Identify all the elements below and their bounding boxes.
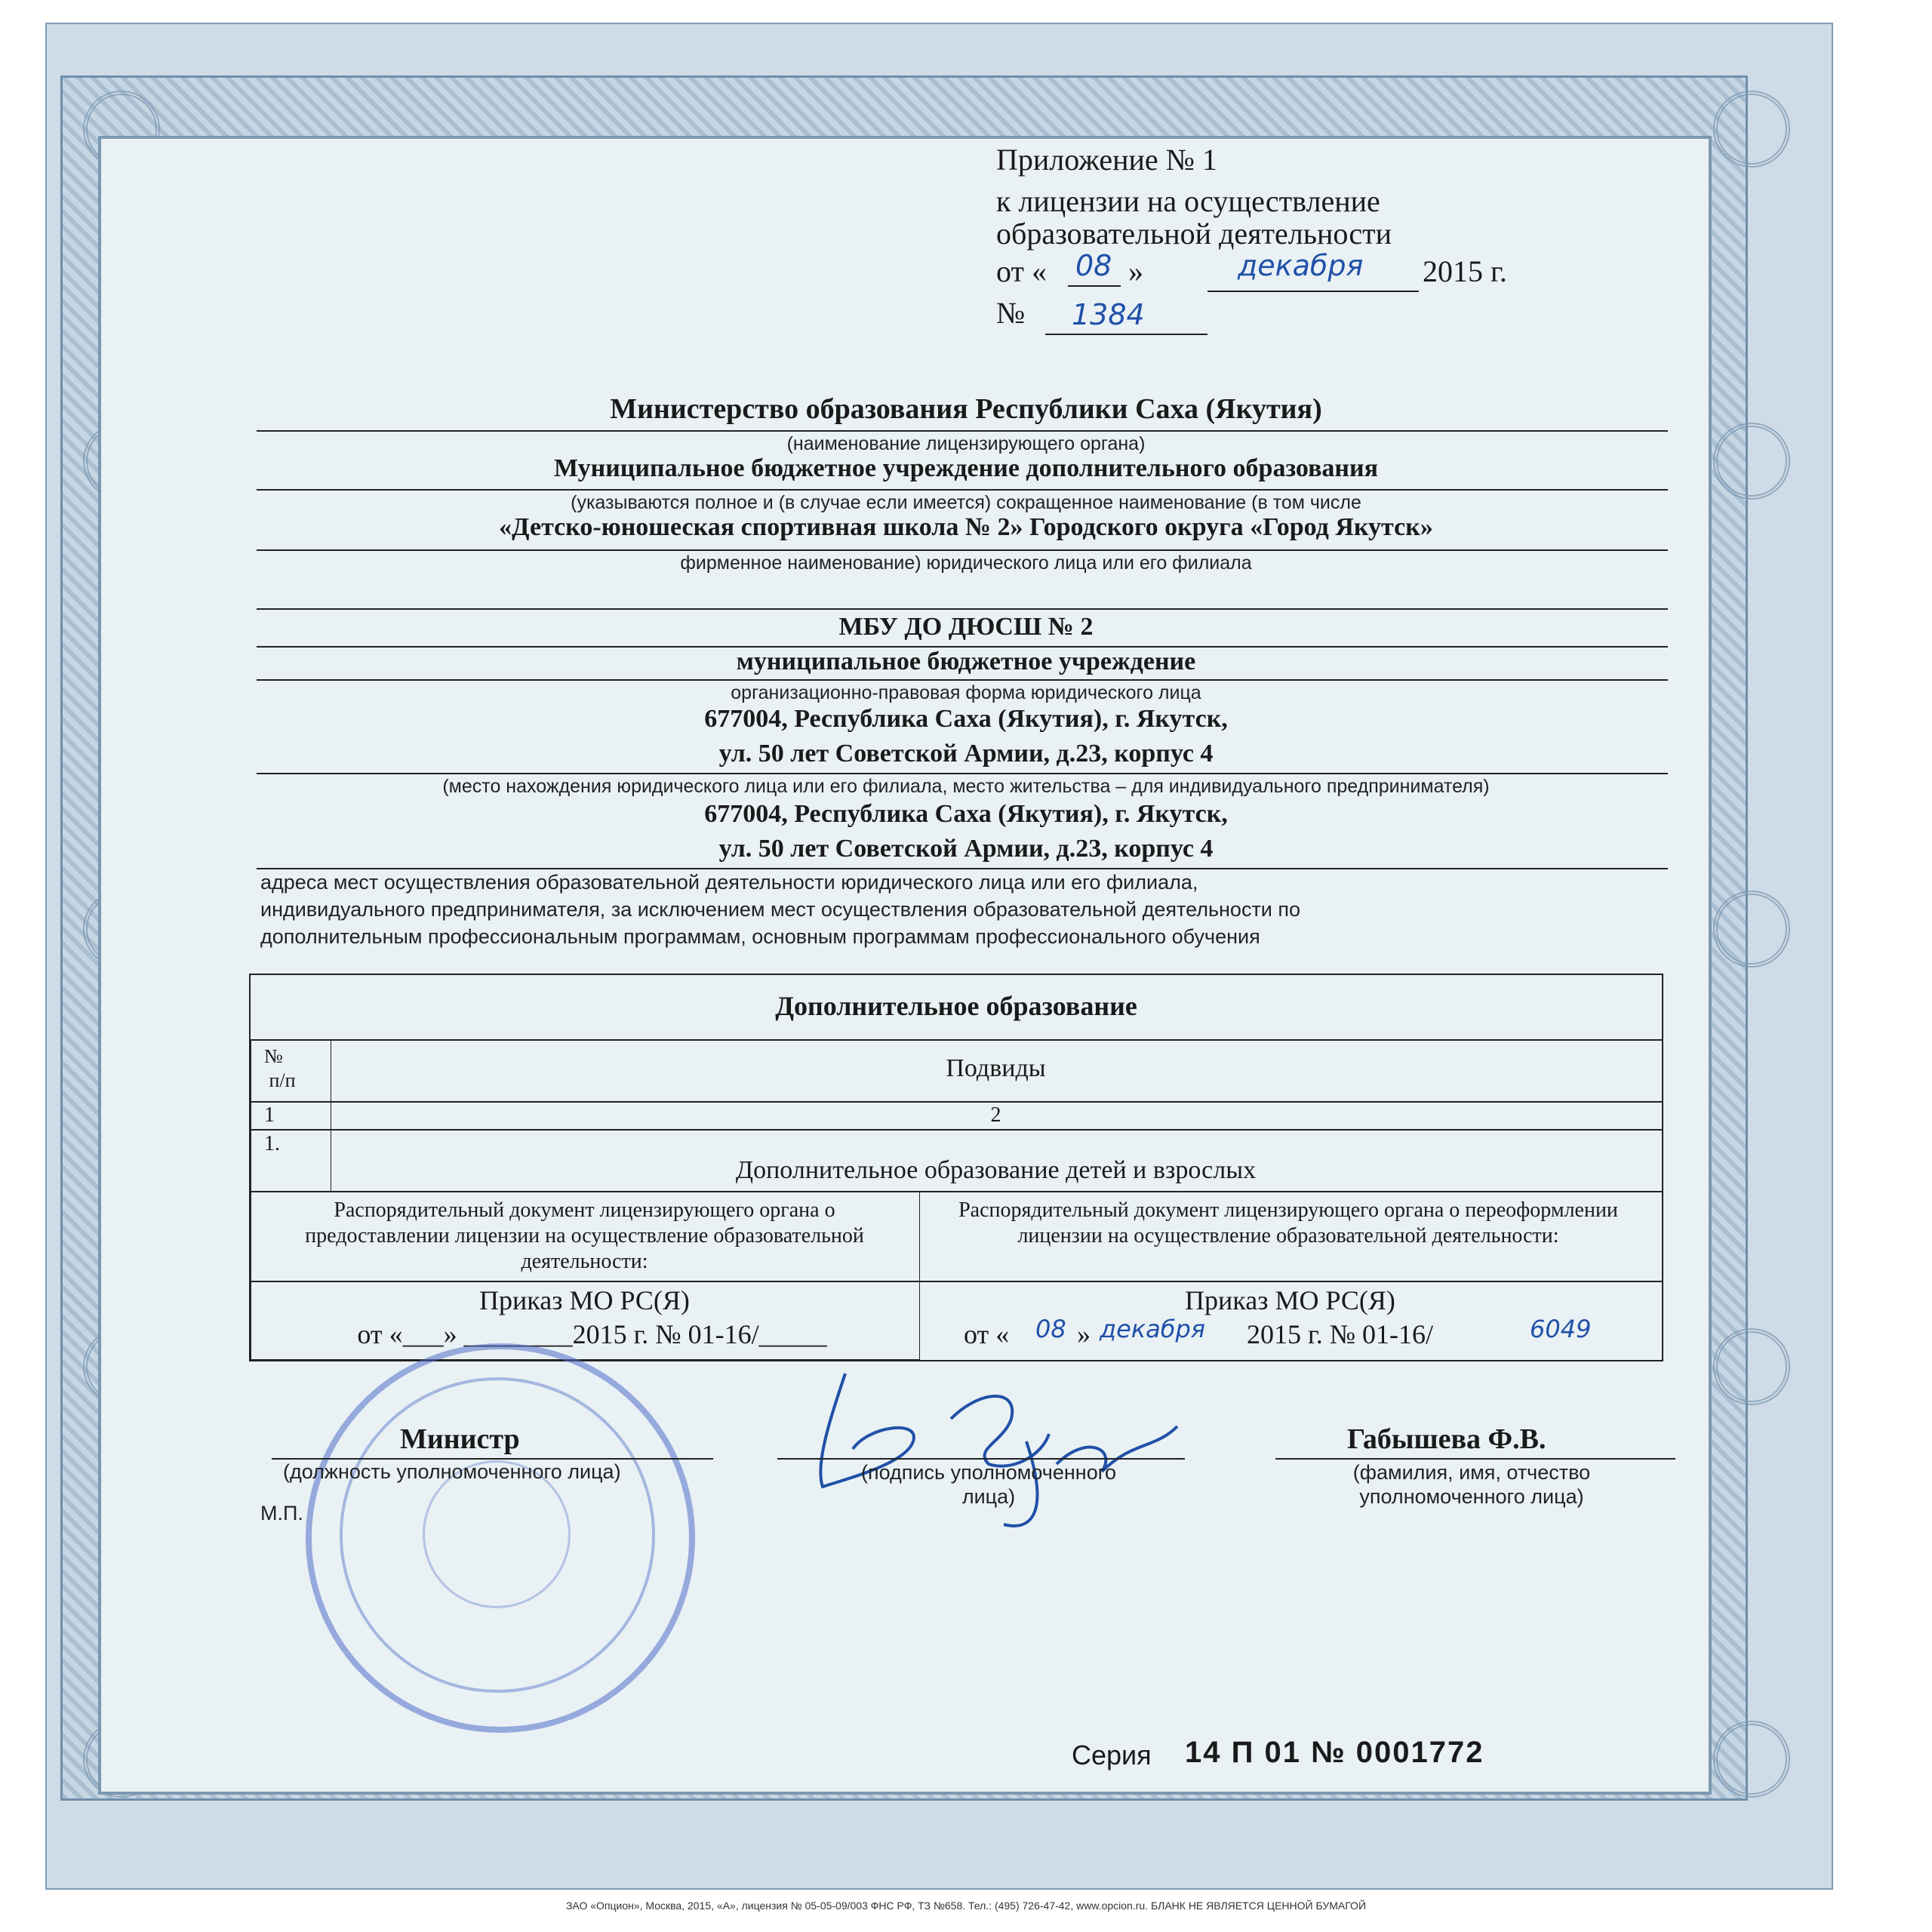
annex-date-month: декабря xyxy=(1238,249,1364,282)
ministry-name: Министерство образования Республики Саха (Якутия) xyxy=(610,393,1322,425)
annex-date-day: 08 xyxy=(1075,249,1112,282)
address2-line2: ул. 50 лет Советской Армии, д.23, корпус 4 xyxy=(718,835,1214,863)
signatory-name: Габышева Ф.В. xyxy=(1347,1423,1546,1455)
annex-number-prefix: № xyxy=(996,296,1026,330)
address2-caption3: дополнительным профессиональным программам, основным программам профессионального обучения xyxy=(260,925,1260,948)
right-order-month: декабря xyxy=(1100,1315,1206,1343)
left-order-title: Приказ МО РС(Я) xyxy=(479,1285,690,1315)
seal-place-mark: М.П. xyxy=(260,1502,303,1524)
annex-line1: Приложение № 1 xyxy=(996,143,1217,177)
divider xyxy=(257,489,1668,491)
address2-caption1: адреса мест осуществления образовательной деятельности юридического лица или его филиала, xyxy=(260,871,1198,894)
signature-caption: (подпись уполномоченного лица) xyxy=(861,1461,1116,1508)
address1-line1: 677004, Республика Саха (Якутия), г. Якутск, xyxy=(704,705,1228,733)
right-order-year: 2015 г. № 01-16/ xyxy=(1247,1319,1434,1349)
annex-date-year: 2015 г. xyxy=(1423,254,1507,288)
position-caption: (должность уполномоченного лица) xyxy=(283,1460,621,1483)
right-order-title: Приказ МО РС(Я) xyxy=(1185,1285,1395,1315)
signatory-position: Министр xyxy=(400,1423,520,1455)
printer-footer: ЗАО «Опцион», Москва, 2015, «А», лицензия № 05-05-09/003 ФНС РФ, ТЗ №658. Тел.: (495) 726-47-42, www.opcion.ru. БЛАНК НЕ ЯВЛЯЕТСЯ ЦЕННОЙ БУМАГОЙ xyxy=(565,1900,1367,1912)
right-order-day: 08 xyxy=(1035,1315,1066,1343)
ornament-icon xyxy=(1713,423,1790,500)
series-label: Серия xyxy=(1072,1740,1152,1770)
annex-date-prefix: от « xyxy=(996,254,1047,288)
table-header-subtypes: Подвиды xyxy=(946,1054,1046,1082)
annex-date-close: » xyxy=(1128,254,1143,288)
address2-caption2: индивидуального предпринимателя, за исключением мест осуществления образовательной деятельности по xyxy=(260,898,1301,921)
divider xyxy=(257,773,1668,774)
divider xyxy=(257,549,1668,551)
divider xyxy=(257,868,1668,869)
right-order-header: Распорядительный документ лицензирующего органа о переоформлении лицензии на осуществление образовательной деятельности: xyxy=(958,1198,1618,1247)
series-number: 14 П 01 № 0001772 xyxy=(1185,1736,1484,1769)
org-caption2: фирменное наименование) юридического лица или его филиала xyxy=(680,552,1252,574)
org-name-line1: Муниципальное бюджетное учреждение дополнительного образования xyxy=(553,454,1379,482)
org-name-line2: «Детско-юношеская спортивная школа № 2» Городского округа «Город Якутск» xyxy=(499,513,1433,541)
table-rule xyxy=(251,1101,1662,1103)
divider xyxy=(257,430,1668,432)
left-order-header: Распорядительный документ лицензирующего органа о предоставлении лицензии на осуществление образовательной деятельности: xyxy=(305,1198,864,1273)
table-rule xyxy=(251,1281,1662,1282)
org-caption1: (указываются полное и (в случае если имеется) сокращенное наименование (в том числе xyxy=(571,492,1361,513)
table-row-num: 1. xyxy=(264,1132,280,1155)
table-rule xyxy=(251,1039,1662,1041)
right-order-number: 6049 xyxy=(1530,1315,1592,1343)
name-underline xyxy=(1275,1458,1675,1460)
annex-line3: образовательной деятельности xyxy=(996,217,1392,251)
ministry-caption: (наименование лицензирующего органа) xyxy=(786,433,1146,454)
table-index-1: 1 xyxy=(264,1103,275,1127)
ornament-icon xyxy=(1713,1328,1790,1405)
divider xyxy=(257,679,1668,681)
address1-caption: (место нахождения юридического лица или его филиала, место жительства – для индивидуального предпринимателя) xyxy=(442,776,1490,797)
table-header-num: № п/п xyxy=(264,1045,296,1091)
annex-number-underline xyxy=(1045,334,1208,335)
table-title: Дополнительное образование xyxy=(775,991,1137,1021)
ornament-icon xyxy=(1713,891,1790,968)
legal-form: муниципальное бюджетное учреждение xyxy=(736,648,1196,675)
address2-line1: 677004, Республика Саха (Якутия), г. Якутск, xyxy=(704,800,1228,828)
right-order-prefix: от « xyxy=(964,1319,1010,1349)
legal-form-caption: организационно-правовая форма юридического лица xyxy=(731,682,1201,703)
name-caption: (фамилия, имя, отчество уполномоченного лица) xyxy=(1352,1461,1591,1508)
short-name: МБУ ДО ДЮСШ № 2 xyxy=(838,613,1094,641)
date-day-underline xyxy=(1068,285,1121,287)
divider xyxy=(257,608,1668,610)
ornament-icon xyxy=(1713,1721,1790,1798)
annex-line2: к лицензии на осуществление xyxy=(996,184,1380,218)
left-order-line: от «___» ________2015 г. № 01-16/_____ xyxy=(357,1319,827,1349)
signature-underline xyxy=(777,1458,1185,1460)
table-index-2: 2 xyxy=(990,1103,1001,1127)
ornament-icon xyxy=(1713,91,1790,168)
right-order-mid: » xyxy=(1077,1319,1091,1349)
table-row-value: Дополнительное образование детей и взрослых xyxy=(735,1156,1257,1184)
address1-line2: ул. 50 лет Советской Армии, д.23, корпус 4 xyxy=(718,740,1214,768)
position-underline xyxy=(272,1458,713,1460)
date-month-underline xyxy=(1208,291,1419,292)
activity-table xyxy=(249,974,1663,1361)
annex-number: 1384 xyxy=(1072,298,1145,331)
table-num-column xyxy=(251,1040,331,1192)
table-rule xyxy=(251,1129,1662,1131)
